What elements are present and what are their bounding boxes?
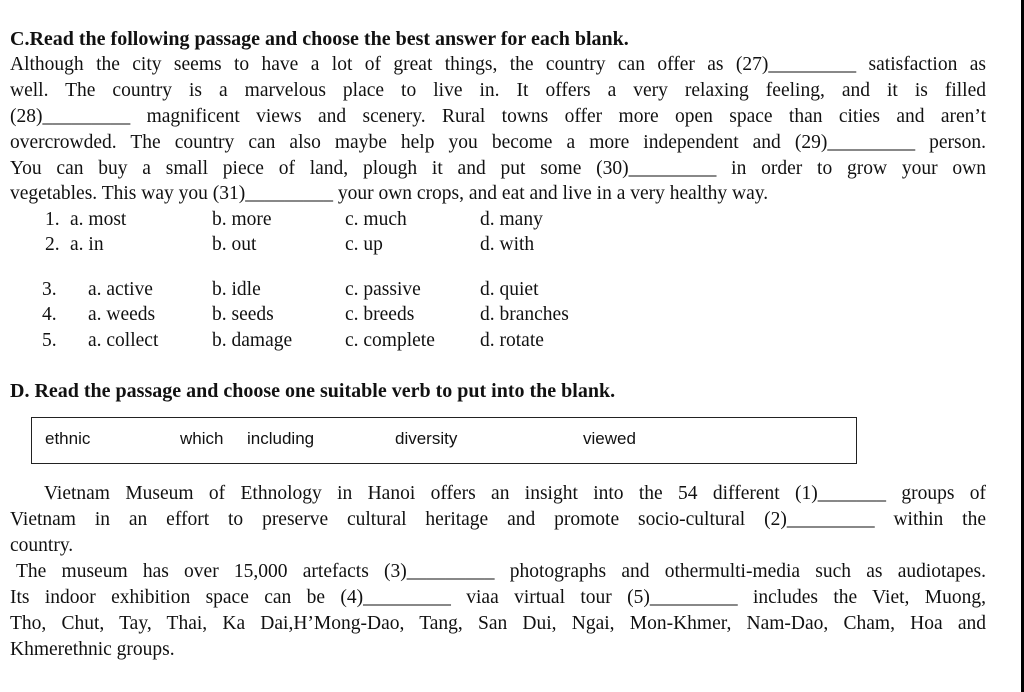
option-c: c. breeds xyxy=(345,304,415,325)
option-number: 5. xyxy=(42,330,57,351)
option-row-2 xyxy=(0,233,700,257)
option-a: a. collect xyxy=(88,330,159,351)
option-a: a. most xyxy=(70,209,127,230)
word-bank-item: diversity xyxy=(395,429,458,448)
section-d-line: Tho, Chut, Tay, Thai, Ka Dai,H’Mong-Dao, Tang, San Dui, Ngai, Mon-Khmer, Nam-Dao, Cham, Hoa and xyxy=(10,613,986,634)
section-d-line: Vietnam Museum of Ethnology in Hanoi offers an insight into the 54 different (1)_______ groups of xyxy=(44,483,986,504)
option-a: a. active xyxy=(88,279,153,300)
option-c: c. much xyxy=(345,209,407,230)
section-c-line: overcrowded. The country can also maybe help you become a more independent and (29)_________ person. xyxy=(10,132,986,153)
option-b: b. more xyxy=(212,209,272,230)
section-c-line: well. The country is a marvelous place to live in. It offers a very relaxing feeling, and it is filled xyxy=(10,80,986,101)
option-c: c. complete xyxy=(345,330,435,351)
word-bank-box xyxy=(31,417,857,464)
section-c-line: vegetables. This way you (31)_________ your own crops, and eat and live in a very healthy way. xyxy=(10,183,769,204)
section-c-line: You can buy a small piece of land, plough it and put some (30)_________ in order to grow your own xyxy=(10,158,986,179)
option-row-1 xyxy=(0,208,700,232)
section-d-heading: D. Read the passage and choose one suitable verb to put into the blank. xyxy=(10,380,616,402)
section-d-line: Vietnam in an effort to preserve cultural heritage and promote socio-cultural (2)_________ within the xyxy=(10,509,986,530)
section-d-line: The museum has over 15,000 artefacts (3)_________ photographs and othermulti-media such as audiotapes. xyxy=(16,561,986,582)
option-row-3 xyxy=(0,278,700,302)
option-d: d. with xyxy=(480,234,535,255)
section-d-line: Khmerethnic groups. xyxy=(10,639,175,660)
section-d-line: country. xyxy=(10,535,74,556)
word-bank-item: which xyxy=(180,429,224,448)
option-number: 1. xyxy=(45,209,60,230)
word-bank-item: ethnic xyxy=(45,429,91,448)
option-d: d. many xyxy=(480,209,543,230)
option-row-5 xyxy=(0,329,700,353)
section-c-line: (28)_________ magnificent views and scenery. Rural towns offer more open space than cities and aren’t xyxy=(10,106,986,127)
word-bank-item: including xyxy=(247,429,315,448)
option-number: 3. xyxy=(42,279,57,300)
option-number: 2. xyxy=(45,234,60,255)
option-d: d. branches xyxy=(480,304,569,325)
option-a: a. weeds xyxy=(88,304,156,325)
section-d-line: Its indoor exhibition space can be (4)_________ viaa virtual tour (5)_________ includes the Viet, Muong, xyxy=(10,587,986,608)
word-bank-item: viewed xyxy=(583,429,636,448)
option-b: b. seeds xyxy=(212,304,274,325)
option-b: b. damage xyxy=(212,330,293,351)
option-b: b. out xyxy=(212,234,257,255)
option-d: d. rotate xyxy=(480,330,544,351)
option-c: c. passive xyxy=(345,279,421,300)
option-row-4 xyxy=(0,303,700,327)
section-c-line: Although the city seems to have a lot of great things, the country can offer as (27)_________ satisfaction as xyxy=(10,54,986,75)
option-number: 4. xyxy=(42,304,57,325)
option-b: b. idle xyxy=(212,279,261,300)
section-c-heading: C.Read the following passage and choose the best answer for each blank. xyxy=(10,28,629,50)
option-a: a. in xyxy=(70,234,104,255)
option-c: c. up xyxy=(345,234,383,255)
option-d: d. quiet xyxy=(480,279,539,300)
